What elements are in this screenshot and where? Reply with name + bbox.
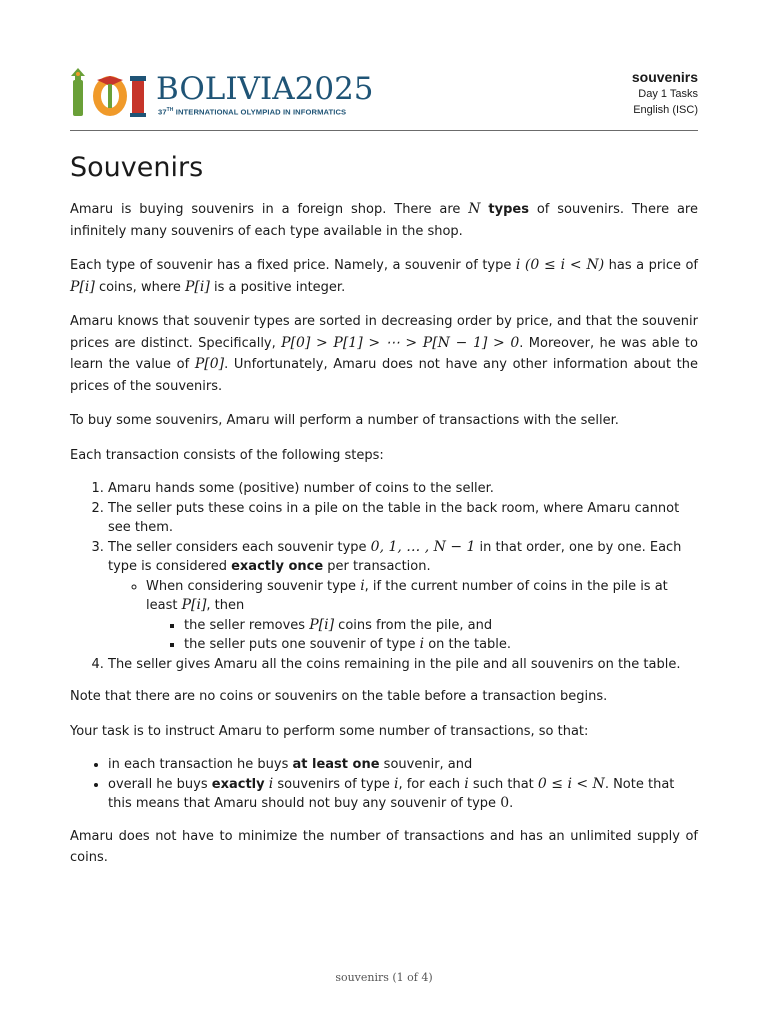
step-2: 2. The seller puts these coins in a pile on the table in the back room, where Amaru cannot see them. xyxy=(108,499,698,538)
step-4: 4. The seller gives Amaru all the coins remaining in the pile and all souvenirs on the table. xyxy=(108,655,698,675)
step-3-actions xyxy=(146,616,698,655)
step-3: 3. The seller considers each souvenir type 0, 1, … , N − 1 in that order, one by one. Each type is considered exactly once per transaction. ◦ When considering souvenir type i, if the current number of coins in the pile is at least P[i], then ▪ the seller removes P[i] coins from the pile, and ▪ the seller puts one souvenir of type i on the table. xyxy=(108,538,698,655)
task-day: Day 1 Tasks xyxy=(638,88,698,100)
logo-wordmark: BOLIVIA2025 xyxy=(156,71,374,107)
step-3-action-remove: ▪ the seller removes P[i] coins from the pile, and xyxy=(184,616,698,636)
paragraph-1: Amaru is buying souvenirs in a foreign shop. There are N types of souvenirs. There are infinitely many souvenirs of each type available in the shop. xyxy=(70,201,698,239)
logo-subtitle: 37TH INTERNATIONAL OLYMPIAD IN INFORMATICS xyxy=(158,107,347,117)
paragraph-7: Your task is to instruct Amaru to perform some number of transactions, so that: xyxy=(70,723,589,739)
task-name: souvenirs xyxy=(631,69,698,85)
goal-1: • in each transaction he buys at least one souvenir, and xyxy=(108,755,698,775)
paragraph-6: Note that there are no coins or souvenirs on the table before a transaction begins. xyxy=(70,689,608,704)
step-1: 1. Amaru hands some (positive) number of coins to the seller. xyxy=(108,479,698,499)
statement-body xyxy=(70,199,698,882)
paragraph-2: Each type of souvenir has a fixed price. Namely, a souvenir of type i (0 ≤ i < N) has a price of P[i] coins, where P[i] is a positive integer. xyxy=(70,257,699,295)
page-title: Souvenirs xyxy=(70,152,204,183)
paragraph-3: Amaru knows that souvenir types are sorted in decreasing order by price, and that the souvenir prices are distinct. Specifically, P[0] > P[1] > ⋯ > P[N − 1] > 0. Moreover, he was able to learn the value of P[0]. Unfortunately, Amaru does not have any other information about the prices of the souvenirs. xyxy=(70,314,698,394)
step-3-sublist xyxy=(108,577,698,655)
goal-list xyxy=(70,755,698,814)
step-3-condition: ◦ When considering souvenir type i, if the current number of coins in the pile is at least P[i], then ▪ the seller removes P[i] coins from the pile, and ▪ the seller puts one souvenir of type i on the table. xyxy=(146,577,698,655)
task-language: English (ISC) xyxy=(633,104,698,116)
header xyxy=(70,64,698,130)
ioi-logo xyxy=(70,66,380,120)
task-meta xyxy=(632,68,698,118)
page-footer: souvenirs (1 of 4) xyxy=(335,971,433,984)
ioi-emblem-icon xyxy=(70,66,156,120)
paragraph-4: To buy some souvenirs, Amaru will perform a number of transactions with the seller. xyxy=(70,413,619,428)
transaction-steps xyxy=(70,479,698,674)
paragraph-8: Amaru does not have to minimize the number of transactions and has an unlimited supply of coins. xyxy=(70,828,698,865)
step-3-action-place: ▪ the seller puts one souvenir of type i on the table. xyxy=(184,635,698,655)
goal-2: • overall he buys exactly i souvenirs of type i, for each i such that 0 ≤ i < N. Note that this means that Amaru should not buy any souvenir of type 0. xyxy=(108,775,698,814)
paragraph-5: Each transaction consists of the following steps: xyxy=(70,447,384,463)
header-divider xyxy=(70,130,698,131)
